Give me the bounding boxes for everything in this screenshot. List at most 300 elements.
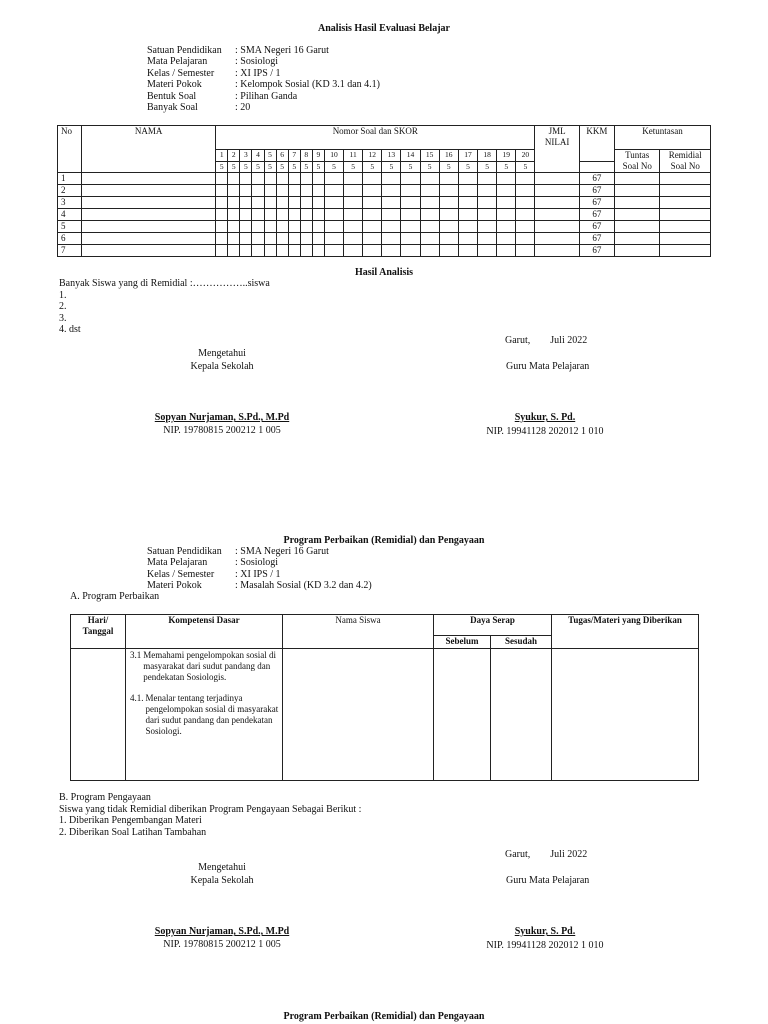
score-cell [516,185,535,197]
score-cell [288,233,300,245]
tuntas-cell [615,221,660,233]
kepala-sekolah-nip: NIP. 19780815 200212 1 005 [163,425,281,436]
kkm-cell: 67 [579,173,614,185]
info-label: Mata Pelajaran [147,557,208,569]
score-cell [420,173,439,185]
score-cell [300,197,312,209]
score-cell [324,209,343,221]
score-cell [516,209,535,221]
remidial-cell [660,173,711,185]
score-cell [216,197,228,209]
jml-nilai-cell [535,173,579,185]
score-cell [264,197,276,209]
student-name-cell [82,233,216,245]
score-cell [382,209,401,221]
score-cell [458,173,477,185]
row-number: 4 [58,209,82,221]
score-cell [382,233,401,245]
soal-skor: 5 [300,161,312,173]
score-cell [264,209,276,221]
student-name-cell [82,209,216,221]
score-cell [324,221,343,233]
score-cell [439,209,458,221]
score-cell [288,245,300,257]
score-cell [382,197,401,209]
score-cell [420,185,439,197]
header-nomor-soal: Nomor Soal dan SKOR [216,126,535,150]
analisis-title: Analisis Hasil Evaluasi Belajar [318,23,450,34]
soal-skor: 5 [264,161,276,173]
score-cell [312,221,324,233]
kepala-sekolah-nip: NIP. 19780815 200212 1 005 [163,939,281,950]
hasil-line: Banyak Siswa yang di Remidial :……………..siswa [59,278,270,289]
student-name-cell [82,245,216,257]
info-value: : Pilihan Ganda [235,90,298,102]
remidial-title: Program Perbaikan (Remidial) dan Pengayaan [283,535,485,546]
kd-text: Menalar tentang terjadinya pengelompokan sosial di masyarakat dari sudut pandang dan pendekatan Sosiologi. [145,693,279,736]
info-label: Materi Pokok [147,580,202,592]
kepala-sekolah-name: Sopyan Nurjaman, S.Pd., M.Pd [154,926,290,937]
score-cell [420,233,439,245]
kepala-sekolah-name: Sopyan Nurjaman, S.Pd., M.Pd [154,412,290,423]
info-value: : Sosiologi [235,56,279,68]
tuntas-cell [615,197,660,209]
score-cell [458,233,477,245]
soal-number: 12 [363,150,382,162]
soal-number: 5 [264,150,276,162]
guru-name: Syukur, S. Pd. [514,412,576,423]
score-cell [363,197,382,209]
pengayaan-line: B. Program Pengayaan [59,792,151,803]
soal-skor: 5 [276,161,288,173]
score-cell [240,209,252,221]
score-cell [401,173,420,185]
header-remidial: Remidial Soal No [660,150,711,173]
score-cell [401,233,420,245]
nama-siswa-cell [283,649,434,781]
soal-skor: 5 [497,161,516,173]
score-cell [228,197,240,209]
info-label: Bentuk Soal [147,90,197,102]
score-cell [240,245,252,257]
score-cell [276,245,288,257]
hasil-line: 2. [59,301,67,312]
score-cell [288,197,300,209]
info-value: : Kelompok Sosial (KD 3.1 dan 4.1) [235,79,380,91]
soal-number: 1 [216,150,228,162]
row-number: 2 [58,185,82,197]
score-cell [216,245,228,257]
score-cell [497,233,516,245]
sebelum-cell [434,649,491,781]
score-cell [312,185,324,197]
score-cell [276,233,288,245]
table-row [58,197,711,209]
score-cell [363,221,382,233]
score-cell [300,221,312,233]
score-cell [312,173,324,185]
score-cell [216,221,228,233]
info-label: Satuan Pendidikan [147,546,222,557]
score-cell [252,221,264,233]
info-label: Kelas / Semester [147,568,215,580]
soal-number: 14 [401,150,420,162]
score-cell [363,233,382,245]
soal-number: 7 [288,150,300,162]
kkm-cell: 67 [579,245,614,257]
score-cell [312,233,324,245]
score-cell [252,209,264,221]
score-cell [216,209,228,221]
info-row [147,79,380,90]
info-row [147,45,380,56]
hasil-line: 3. [59,312,67,324]
info-row [147,580,372,591]
score-cell [478,197,497,209]
score-cell [264,221,276,233]
score-cell [264,245,276,257]
score-cell [240,173,252,185]
info-value: : XI IPS / 1 [235,67,281,79]
score-cell [228,245,240,257]
score-cell [252,197,264,209]
student-name-cell [82,221,216,233]
score-cell [240,233,252,245]
score-cell [288,185,300,197]
score-cell [401,221,420,233]
score-cell [478,173,497,185]
soal-number: 19 [497,150,516,162]
score-cell [458,221,477,233]
kd-text: Memahami pengelompokan sosial di masyarakat dari sudut pandang dan pendekatan Sosiologis. [143,650,276,682]
soal-number: 17 [458,150,477,162]
score-cell [516,197,535,209]
score-cell [497,173,516,185]
soal-number: 11 [344,150,363,162]
header-nama-siswa: Nama Siswa [283,615,434,649]
soal-skor: 5 [516,161,535,173]
mengetahui-label: Mengetahui [198,348,246,359]
score-cell [228,209,240,221]
soal-number: 6 [276,150,288,162]
soal-number: 20 [516,150,535,162]
info-value: : 20 [235,101,251,113]
remidial-cell [660,221,711,233]
remidial-cell [660,233,711,245]
score-cell [216,233,228,245]
kkm-cell: 67 [579,221,614,233]
info-row [147,102,380,113]
remidial-cell [660,245,711,257]
score-cell [324,245,343,257]
kkm-cell: 67 [579,209,614,221]
soal-number: 10 [324,150,343,162]
score-cell [401,185,420,197]
score-cell [344,197,363,209]
info-value: : Masalah Sosial (KD 3.2 dan 4.2) [235,580,372,592]
score-cell [382,173,401,185]
score-cell [324,173,343,185]
soal-number: 2 [228,150,240,162]
header-sebelum: Sebelum [434,636,491,649]
kkm-subheader-cell [579,161,614,173]
score-cell [516,173,535,185]
kd-number: 4.1. [130,693,144,703]
kd-item [130,693,282,737]
score-cell [344,173,363,185]
header-no: No [58,126,82,173]
hasil-line: 1. [59,289,67,301]
score-cell [439,233,458,245]
score-cell [420,197,439,209]
student-name-cell [82,185,216,197]
info-row [147,569,372,580]
kd-item [130,650,282,683]
soal-skor: 5 [216,161,228,173]
score-cell [497,197,516,209]
score-cell [252,185,264,197]
guru-label: Guru Mata Pelajaran [506,361,590,372]
hasil-line: 4. dst [59,324,81,335]
score-cell [312,245,324,257]
score-cell [344,221,363,233]
score-cell [288,221,300,233]
row-number: 7 [58,245,82,257]
hari-cell [71,649,126,781]
table-row [58,245,711,257]
info-value: : SMA Negeri 16 Garut [235,546,329,557]
info-label: Banyak Soal [147,101,198,113]
score-table [57,125,711,257]
score-cell [344,185,363,197]
score-cell [363,185,382,197]
score-cell [516,245,535,257]
pengayaan-line: 2. Diberikan Soal Latihan Tambahan [59,826,207,838]
pengayaan-line: Siswa yang tidak Remidial diberikan Program Pengayaan Sebagai Berikut : [59,803,362,815]
remidial-cell [660,185,711,197]
soal-skor: 5 [288,161,300,173]
table-row [58,233,711,245]
info-value: : XI IPS / 1 [235,568,281,580]
info-row [147,68,380,79]
soal-number: 13 [382,150,401,162]
score-cell [252,173,264,185]
header-ketuntasan: Ketuntasan [615,126,711,150]
score-cell [478,185,497,197]
header-tugas-materi: Tugas/Materi yang Diberikan [552,615,699,649]
kd-number: 3.1 [130,650,142,660]
tuntas-cell [615,233,660,245]
info-label: Mata Pelajaran [147,56,208,68]
score-cell [401,197,420,209]
info-row [147,91,380,102]
soal-skor: 5 [420,161,439,173]
score-cell [240,221,252,233]
student-name-cell [82,173,216,185]
soal-skor: 5 [228,161,240,173]
kepala-sekolah-label: Kepala Sekolah [190,875,254,886]
soal-skor: 5 [324,161,343,173]
score-cell [324,233,343,245]
score-cell [252,233,264,245]
info-label: Satuan Pendidikan [147,45,222,56]
row-number: 3 [58,197,82,209]
soal-skor: 5 [439,161,458,173]
soal-skor: 5 [478,161,497,173]
score-cell [458,185,477,197]
info-row [147,546,372,557]
score-cell [420,245,439,257]
score-cell [276,197,288,209]
score-cell [240,197,252,209]
score-cell [478,233,497,245]
place-date: Garut, Juli 2022 [505,849,588,860]
score-cell [288,209,300,221]
score-cell [276,173,288,185]
score-cell [439,245,458,257]
jml-nilai-cell [535,221,579,233]
soal-skor: 5 [363,161,382,173]
score-cell [478,245,497,257]
kkm-cell: 67 [579,233,614,245]
score-cell [324,197,343,209]
score-cell [478,221,497,233]
header-kkm: KKM [579,126,614,162]
soal-number: 18 [478,150,497,162]
score-cell [382,185,401,197]
score-cell [228,221,240,233]
score-cell [264,173,276,185]
score-cell [363,209,382,221]
jml-nilai-cell [535,245,579,257]
score-cell [288,173,300,185]
score-cell [228,233,240,245]
score-cell [516,233,535,245]
table-row [58,209,711,221]
score-cell [312,209,324,221]
score-cell [516,221,535,233]
kepala-sekolah-label: Kepala Sekolah [190,361,254,372]
tuntas-cell [615,245,660,257]
table-row [58,221,711,233]
score-cell [228,185,240,197]
mengetahui-label: Mengetahui [198,862,246,873]
score-cell [363,173,382,185]
soal-skor: 5 [344,161,363,173]
score-cell [240,185,252,197]
tuntas-cell [615,185,660,197]
score-cell [382,245,401,257]
info-row [147,56,380,67]
program-pengayaan [59,792,361,838]
row-number: 6 [58,233,82,245]
soal-skor: 5 [252,161,264,173]
score-cell [252,245,264,257]
jml-nilai-cell [535,185,579,197]
remidial-cell [660,197,711,209]
next-section-title: Program Perbaikan (Remidial) dan Pengayaan [283,1011,485,1022]
tuntas-cell [615,209,660,221]
header-tuntas: Tuntas Soal No [615,150,660,173]
score-cell [363,245,382,257]
score-cell [497,185,516,197]
place-date: Garut, Juli 2022 [505,335,588,346]
score-cell [312,197,324,209]
pengayaan-line: 1. Diberikan Pengembangan Materi [59,815,202,826]
guru-nip: NIP. 19941128 202012 1 010 [486,940,604,951]
soal-number: 3 [240,150,252,162]
score-cell [439,197,458,209]
soal-skor: 5 [240,161,252,173]
score-cell [420,221,439,233]
header-jml-nilai: JML NILAI [535,126,579,173]
jml-nilai-cell [535,233,579,245]
student-name-cell [82,197,216,209]
score-cell [264,185,276,197]
info-value: : Sosiologi [235,557,279,569]
score-cell [420,209,439,221]
header-daya-serap: Daya Serap [434,615,552,636]
hasil-analisis-title: Hasil Analisis [354,267,414,278]
header-nama: NAMA [82,126,216,173]
score-cell [300,233,312,245]
score-cell [439,185,458,197]
table-row [58,173,711,185]
remidial-info [147,546,372,592]
sesudah-cell [491,649,552,781]
score-cell [300,209,312,221]
score-cell [458,245,477,257]
score-cell [382,221,401,233]
guru-label: Guru Mata Pelajaran [506,875,590,886]
tugas-cell [552,649,699,781]
soal-skor: 5 [458,161,477,173]
analisis-info [147,45,380,113]
jml-nilai-cell [535,209,579,221]
remidial-cell [660,209,711,221]
score-cell [276,209,288,221]
score-cell [276,185,288,197]
score-cell [216,185,228,197]
guru-nip: NIP. 19941128 202012 1 010 [486,426,604,437]
score-cell [439,173,458,185]
kkm-cell: 67 [579,197,614,209]
score-cell [497,245,516,257]
score-cell [497,221,516,233]
soal-skor: 5 [382,161,401,173]
score-cell [344,245,363,257]
soal-number: 16 [439,150,458,162]
hasil-analisis-list [59,278,270,336]
kkm-cell: 67 [579,185,614,197]
score-cell [228,173,240,185]
tuntas-cell [615,173,660,185]
header-hari-tanggal: Hari/ Tanggal [71,615,126,649]
score-cell [324,185,343,197]
kompetensi-dasar-cell [126,649,283,781]
info-label: Kelas / Semester [147,67,215,79]
score-cell [478,209,497,221]
info-label: Materi Pokok [147,79,202,91]
table-row [58,185,711,197]
score-cell [300,173,312,185]
guru-name: Syukur, S. Pd. [514,926,576,937]
score-cell [497,209,516,221]
score-cell [439,221,458,233]
score-cell [401,245,420,257]
row-number: 5 [58,221,82,233]
soal-skor: 5 [401,161,420,173]
